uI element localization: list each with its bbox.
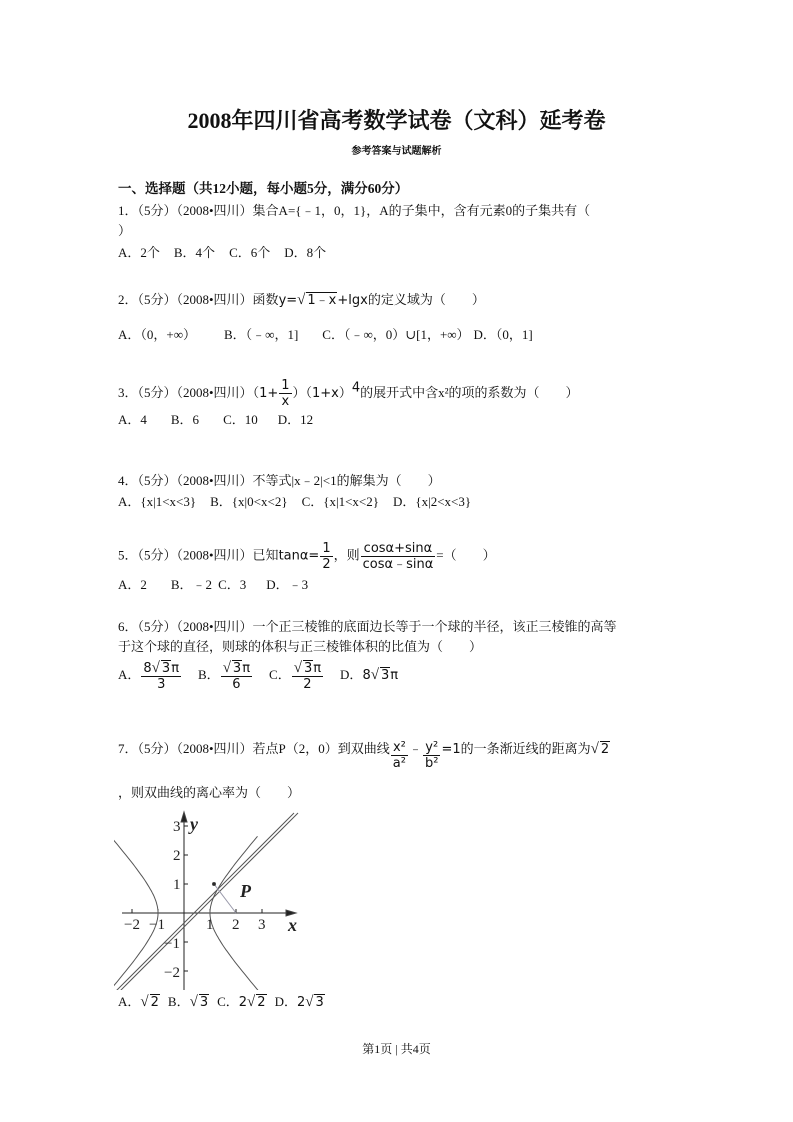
coefficient: 2 (238, 995, 248, 1010)
q3-math-2: ）（1+x） (292, 386, 352, 401)
numerator: cosα+sinα (361, 541, 436, 557)
question-4-options (118, 494, 485, 510)
option-d: D．{x|2<x<3} (392, 494, 472, 509)
x-tick-label: 3 (258, 917, 266, 933)
numerator: 1 (322, 541, 331, 556)
hyperbola-figure (114, 808, 314, 990)
question-1-stem: 1．（5分）（2008•四川）集合A={﹣1，0，1}，A的子集中，含有元素0的子集共有（ (118, 203, 591, 218)
option-label: D． (274, 994, 297, 1009)
option-d: D．﹣3 (266, 577, 309, 592)
option-b (168, 994, 209, 1009)
question-7-stem (118, 740, 610, 771)
option-a: A．4 (118, 412, 147, 427)
q3-exponent: 4 (351, 380, 361, 396)
option-b: B．6 (170, 412, 200, 427)
option-b: B．（﹣∞，1] (224, 327, 299, 342)
y-tick-label: 3 (173, 819, 181, 835)
denominator: a² (392, 756, 406, 771)
option-d: D．8个 (284, 245, 327, 260)
q5-mid: ，则 (333, 547, 360, 563)
denominator: x (281, 394, 290, 409)
denominator: 2 (322, 557, 331, 572)
numerator (221, 660, 252, 677)
radicand: 2 (150, 995, 159, 1010)
page-footer: 第1页 | 共4页 (362, 1042, 431, 1056)
q2-radicand: 1﹣x (307, 293, 337, 308)
radicand: 2 (257, 995, 266, 1010)
option-a (118, 660, 182, 692)
sqrt-icon: √ (293, 660, 302, 676)
q3-math-1: （1+ (252, 386, 279, 401)
y-tick-label: 2 (173, 848, 181, 864)
question-1-options (118, 245, 340, 261)
document-title: 2008年四川省高考数学试卷（文科）延考卷 (187, 108, 606, 133)
denominator: 6 (232, 677, 241, 692)
radicand: 3 (380, 667, 390, 683)
x-tick-label: 2 (232, 917, 240, 933)
option-c: C．10 (223, 412, 258, 427)
y-tick-label: −2 (164, 965, 180, 981)
option-c: C．（﹣∞，0）∪[1，+∞） (322, 327, 470, 342)
q3-suffix: 的展开式中含x²的项的系数为（ ） (360, 385, 579, 400)
q5-fraction-half (320, 541, 332, 572)
y-axis-label: y (190, 814, 198, 834)
option-a: A．（0，+∞） (118, 327, 196, 342)
option-b (198, 660, 253, 692)
fraction (292, 660, 323, 692)
option-c: C．6个 (229, 245, 271, 260)
q7-equals: =1 (441, 742, 461, 757)
option-label: D． (340, 666, 363, 682)
fraction (221, 660, 252, 692)
asymptote-parallel (118, 813, 298, 990)
pi-symbol: π (390, 667, 399, 683)
question-2-stem (118, 292, 485, 309)
option-label: C． (269, 666, 291, 682)
pi-symbol: π (242, 661, 251, 676)
denominator: cosα﹣sinα (362, 557, 434, 572)
option-c (269, 660, 324, 692)
option-c: C．{x|1<x<2} (301, 494, 379, 509)
y-axis-arrow-icon (181, 812, 187, 822)
coefficient: 2 (296, 995, 306, 1010)
radicand: 3 (199, 995, 209, 1010)
sqrt-icon: √ (305, 994, 314, 1010)
question-7-options (118, 992, 333, 1013)
sqrt-icon: √ (222, 660, 231, 676)
sqrt-icon: √ (590, 741, 599, 757)
question-6-stem-cont: 于这个球的直径，则球的体积与正三棱锥体积的比值为（ ） (118, 639, 483, 654)
option-a: A．2 (118, 577, 147, 592)
question-4-stem: 4．（5分）（2008•四川）不等式|x﹣2|<1的解集为（ ） (118, 473, 441, 488)
option-c: C．3 (218, 577, 247, 592)
q5-suffix: =（ ） (436, 547, 496, 563)
x-tick-label: −2 (124, 917, 140, 933)
option-label: C． (217, 994, 239, 1009)
option-label: B． (198, 666, 220, 682)
option-label: A． (118, 994, 141, 1009)
q2-math-y: y= (278, 293, 298, 308)
numerator (141, 660, 181, 677)
question-3-stem (118, 378, 579, 409)
question-5-options (118, 577, 322, 593)
q7-prefix: 7．（5分）（2008•四川）若点P（2，0）到双曲线 (118, 741, 390, 756)
q7-mid: 的一条渐近线的距离为 (460, 741, 591, 756)
option-a: A．2个 (118, 245, 160, 260)
option-b: B．{x|0<x<2} (210, 494, 288, 509)
option-a (118, 994, 160, 1009)
q3-fraction (279, 378, 291, 409)
q7-minus: ﹣ (408, 742, 422, 757)
numerator: x² (391, 740, 408, 756)
q5-math-tan: tanα= (278, 548, 320, 564)
x-tick-label: 1 (206, 917, 214, 933)
option-b: B．﹣2 (170, 577, 213, 592)
section-heading: 一、选择题（共12小题，每小题5分，满分60分） (118, 181, 409, 196)
q2-math-tail: +lgx (337, 293, 368, 308)
numerator (292, 660, 323, 677)
sqrt-icon: √ (140, 994, 149, 1010)
option-d (340, 667, 398, 682)
option-b: B．4个 (173, 245, 216, 260)
coefficient: 8 (143, 661, 152, 676)
question-5-stem (118, 541, 496, 572)
radicand: 3 (161, 661, 171, 676)
foot-point (213, 883, 216, 886)
radicand: 3 (303, 661, 313, 676)
numerator: 1 (281, 378, 290, 393)
sqrt-icon: √ (370, 666, 379, 683)
question-6-options (118, 660, 414, 692)
x-axis-label: x (288, 915, 297, 935)
radicand: 3 (232, 661, 242, 676)
option-label: A． (118, 666, 141, 682)
y-tick-label: −1 (164, 936, 180, 952)
point-p-label: P (240, 881, 251, 901)
sqrt-icon: √ (189, 994, 198, 1010)
coefficient: 8 (362, 667, 371, 683)
asymptote (114, 813, 294, 990)
pi-symbol: π (171, 661, 180, 676)
q2-prefix: 2．（5分）（2008•四川）函数 (118, 292, 279, 307)
question-2-options (118, 327, 547, 343)
question-3-options (118, 412, 327, 428)
x-tick-label: −1 (149, 917, 165, 933)
sqrt-icon: √ (151, 660, 160, 676)
y-tick-label: 1 (173, 877, 181, 893)
denominator: 3 (157, 677, 166, 692)
question-1-stem-cont: ） (118, 223, 132, 238)
q7-radicand: 2 (600, 742, 610, 757)
option-d (275, 994, 325, 1009)
denominator: b² (425, 756, 439, 771)
radicand: 3 (315, 995, 324, 1010)
question-6-stem: 6．（5分）（2008•四川）一个正三棱锥的底面边长等于一个球的半径，该正三棱锥的高等 (118, 619, 617, 634)
numerator: y² (423, 740, 440, 756)
q3-prefix: 3．（5分）（2008•四川） (118, 385, 253, 400)
fraction (141, 660, 181, 692)
denominator: 2 (303, 677, 312, 692)
q5-fraction-trig (361, 541, 436, 572)
q2-suffix: 的定义域为（ ） (367, 292, 485, 307)
document-subtitle: 参考答案与试题解析 (351, 146, 442, 157)
sqrt-icon: √ (297, 292, 306, 308)
perpendicular-segment (214, 884, 236, 913)
q5-prefix: 5．（5分）（2008•四川）已知 (118, 547, 279, 563)
option-label: B． (167, 994, 190, 1009)
option-c (217, 994, 266, 1009)
sqrt-icon: √ (247, 994, 256, 1010)
q7-fraction-x (391, 740, 408, 771)
pi-symbol: π (313, 661, 322, 676)
option-a: A．{x|1<x<3} (118, 494, 197, 509)
q7-fraction-y (423, 740, 440, 771)
question-7-stem-cont: ，则双曲线的离心率为（ ） (118, 785, 301, 800)
option-d: D．12 (277, 412, 314, 427)
option-d: D．（0，1] (473, 327, 533, 342)
